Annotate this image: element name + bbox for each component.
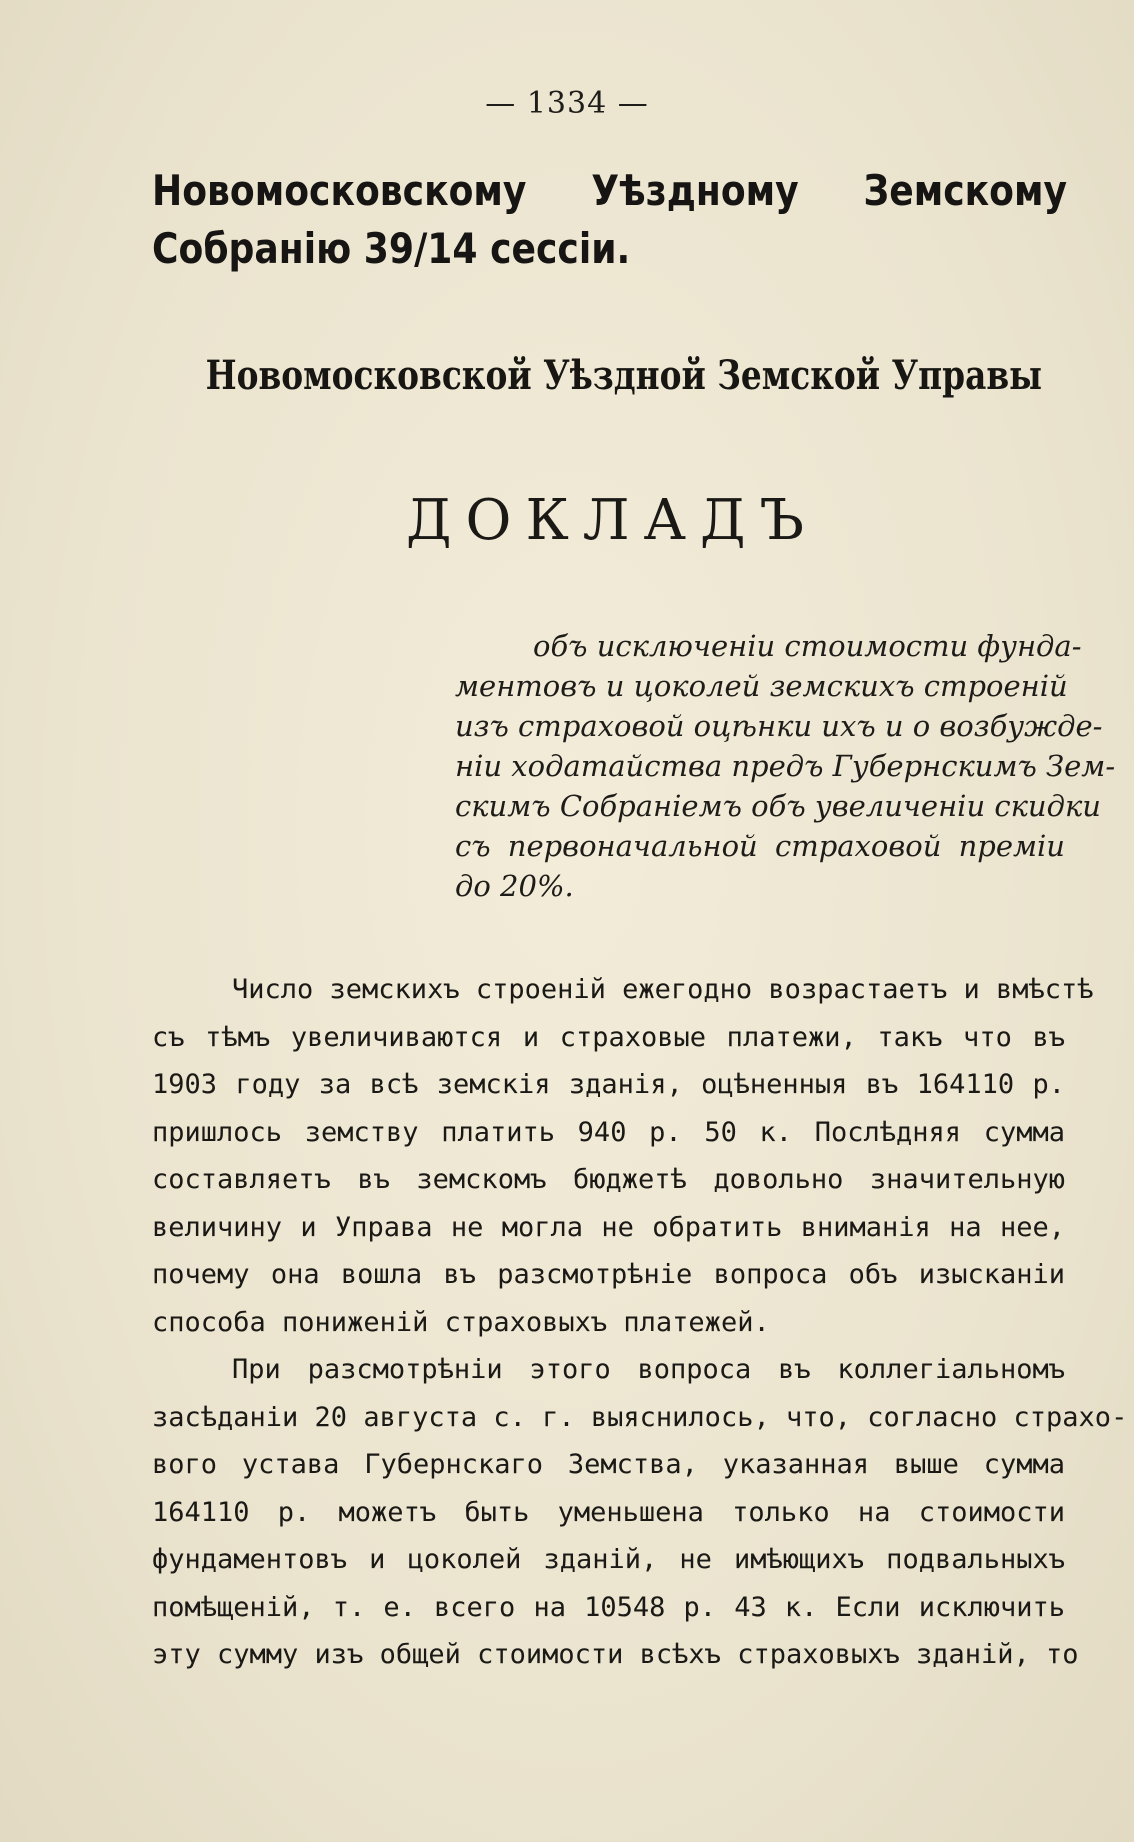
- paragraph-line: Число земскихъ строеній ежегодно возрастаетъ и вмѣстѣ: [232, 974, 1094, 1005]
- paragraph-line: вого устава Губернскаго Земства, указанная выше сумма: [152, 1449, 1065, 1480]
- addressee-heading: Новомосковскому Уѣздному Земскому Собранію 39/14 сессіи.: [152, 166, 1068, 273]
- paragraph-line: 1903 году за всѣ земскія зданія, оцѣненныя въ 164110 р.: [152, 1069, 1065, 1100]
- subject-line: съ первоначальной страховой преміи: [455, 829, 1065, 863]
- paragraph-line: 164110 р. можетъ быть уменьшена только на стоимости: [152, 1496, 1065, 1528]
- document-title: ДОКЛАДЪ: [406, 488, 818, 553]
- subject-line: скимъ Собраніемъ объ увеличеніи скидки: [455, 789, 1101, 823]
- paragraph-line: величину и Управа не могла не обратить вниманія на нее,: [152, 1211, 1065, 1243]
- subject-line: объ исключеніи стоимости фунда-: [533, 629, 1082, 663]
- subject-line: до 20%.: [455, 869, 574, 903]
- subject-line: ментовъ и цоколей земскихъ строеній: [455, 669, 1068, 703]
- paragraph-line: составляетъ въ земскомъ бюджетѣ довольно значительную: [152, 1164, 1065, 1195]
- issuer-heading: [0, 352, 1042, 399]
- paragraph-line: почему она вошла въ разсмотрѣніе вопроса объ изысканіи: [152, 1259, 1065, 1290]
- report-subject: [455, 626, 1116, 906]
- paragraph-line: способа пониженій страховыхъ платежей.: [152, 1306, 770, 1338]
- paragraph-2: [152, 1346, 1128, 1679]
- paragraph-line: помѣщеній, т. е. всего на 10548 р. 43 к. Если исключить: [152, 1591, 1065, 1623]
- paragraph-line: засѣданіи 20 августа с. г. выяснилось, что, согласно страхо-: [152, 1401, 1128, 1433]
- subject-line: изъ страховой оцѣнки ихъ и о возбужде-: [455, 709, 1103, 743]
- paragraph-line: При разсмотрѣніи этого вопроса въ коллегіальномъ: [232, 1354, 1065, 1385]
- issuer-text: Новомосковской Уѣздной Земской Управы: [205, 352, 1042, 399]
- body-text: [152, 966, 1128, 1679]
- paragraph-line: фундаментовъ и цоколей зданій, не имѣющихъ подвальныхъ: [152, 1544, 1065, 1575]
- paragraph-line: эту сумму изъ общей стоимости всѣхъ страховыхъ зданій, то: [152, 1639, 1079, 1670]
- paragraph-line: пришлось земству платить 940 р. 50 к. Послѣдняя сумма: [152, 1116, 1065, 1148]
- page-number: — 1334 —: [485, 86, 649, 121]
- paragraph-line: съ тѣмъ увеличиваются и страховые платежи, такъ что въ: [152, 1021, 1065, 1053]
- paragraph-1: [152, 966, 1094, 1346]
- subject-line: ніи ходатайства предъ Губернскимъ Зем-: [455, 749, 1116, 783]
